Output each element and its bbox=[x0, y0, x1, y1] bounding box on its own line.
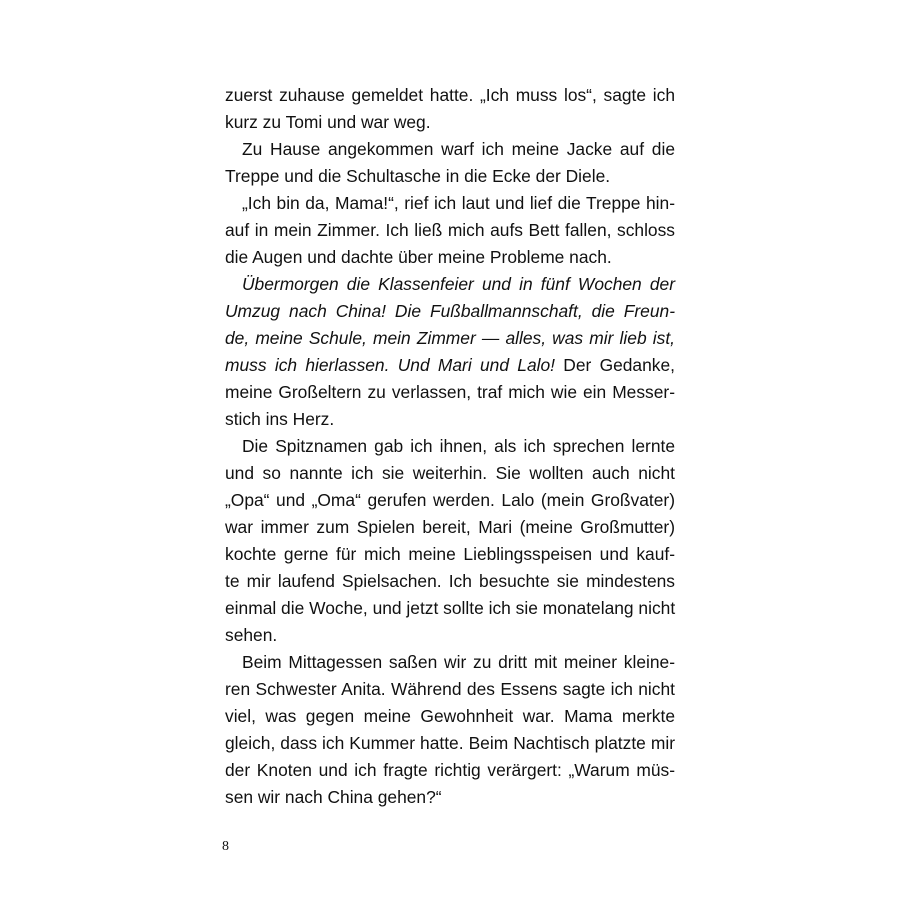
text-line: zuerst zuhause gemeldet hatte. „Ich muss los“, sagte ich bbox=[225, 85, 675, 105]
text-line: sen wir nach China gehen?“ bbox=[225, 787, 442, 807]
body-text bbox=[225, 82, 675, 811]
text-line: war immer zum Spielen bereit, Mari (meine Großmutter) bbox=[225, 517, 675, 537]
text-line-italic: Übermorgen die Klassenfeier und in fünf Wochen der bbox=[242, 274, 675, 294]
text-line: viel, was gegen meine Gewohnheit war. Mama merkte bbox=[225, 706, 675, 726]
text-line-italic: Umzug nach China! Die Fußballmannschaft, die Freun- bbox=[225, 301, 675, 321]
text-line: gleich, dass ich Kummer hatte. Beim Nachtisch platzte mir bbox=[225, 733, 675, 753]
text-line: die Augen und dachte über meine Probleme nach. bbox=[225, 247, 612, 267]
text-line: stich ins Herz. bbox=[225, 409, 335, 429]
text-line: und so nannte ich sie weiterhin. Sie wollten auch nicht bbox=[225, 463, 675, 483]
text-line: „Ich bin da, Mama!“, rief ich laut und lief die Treppe hin- bbox=[242, 193, 675, 213]
text-line: meine Großeltern zu verlassen, traf mich wie ein Messer- bbox=[225, 382, 675, 402]
text-line: sehen. bbox=[225, 625, 278, 645]
page-number: 8 bbox=[222, 839, 229, 854]
text-line: auf in mein Zimmer. Ich ließ mich aufs Bett fallen, schloss bbox=[225, 220, 675, 240]
text-line: kurz zu Tomi und war weg. bbox=[225, 112, 431, 132]
text-line-mixed bbox=[225, 352, 675, 379]
roman-segment: Der Gedanke, bbox=[563, 355, 675, 375]
text-line: der Knoten und ich fragte richtig verärgert: „Warum müs- bbox=[225, 760, 675, 780]
text-line: Die Spitznamen gab ich ihnen, als ich sprechen lernte bbox=[242, 436, 675, 456]
text-line: ren Schwester Anita. Während des Essens sagte ich nicht bbox=[225, 679, 675, 699]
text-line: Zu Hause angekommen warf ich meine Jacke auf die bbox=[242, 139, 675, 159]
italic-segment: muss ich hierlassen. Und Mari und Lalo! bbox=[225, 355, 555, 375]
text-line-italic: de, meine Schule, mein Zimmer — alles, was mir lieb ist, bbox=[225, 328, 675, 348]
text-line: te mir laufend Spielsachen. Ich besuchte sie mindestens bbox=[225, 571, 675, 591]
text-line: „Opa“ und „Oma“ gerufen werden. Lalo (mein Großvater) bbox=[225, 490, 675, 510]
text-line: Beim Mittagessen saßen wir zu dritt mit meiner kleine- bbox=[242, 652, 675, 672]
text-line: einmal die Woche, und jetzt sollte ich sie monatelang nicht bbox=[225, 598, 676, 618]
text-line: Treppe und die Schultasche in die Ecke der Diele. bbox=[225, 166, 611, 186]
text-line: kochte gerne für mich meine Lieblingsspeisen und kauf- bbox=[225, 544, 675, 564]
